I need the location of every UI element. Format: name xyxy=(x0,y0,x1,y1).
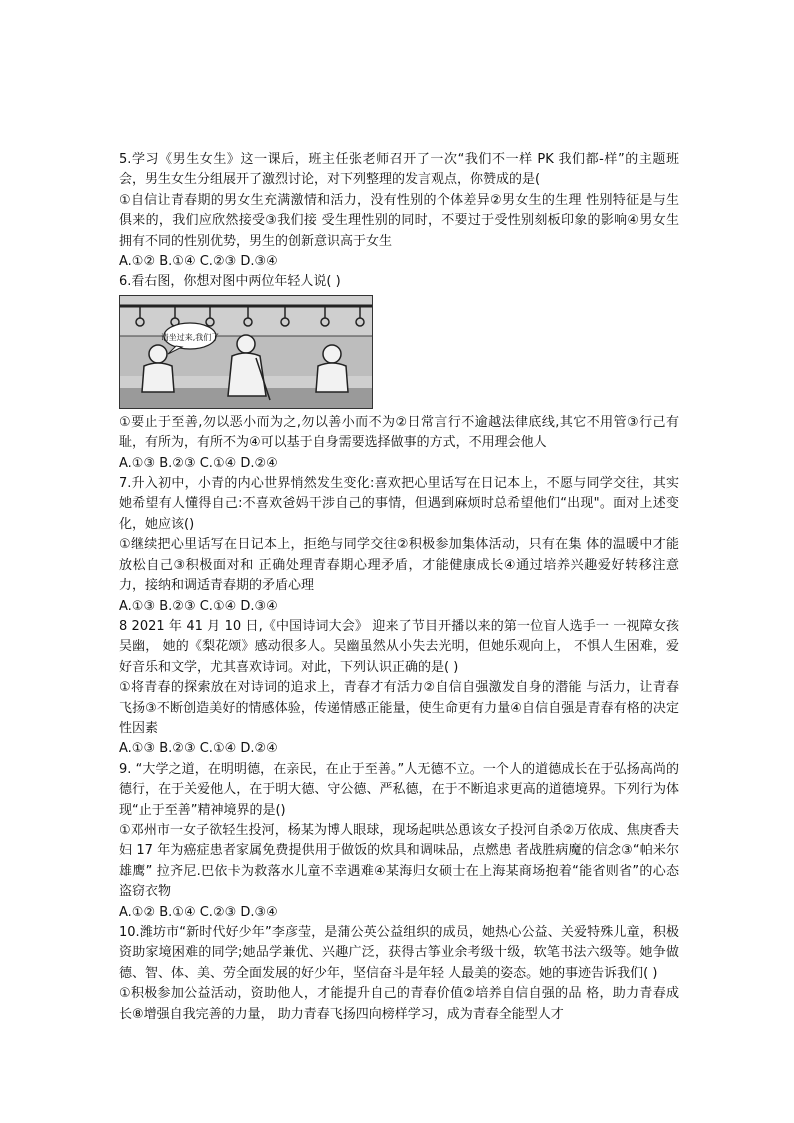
question-options: A.①② B.①④ C.②③ D.③④ xyxy=(119,904,278,920)
cartoon-figure xyxy=(119,295,373,409)
question-5 xyxy=(119,150,679,272)
question-statements: ①邓州市一女子欲轻生投河，杨某为博人眼球，现场起哄怂恿该女子投河自杀②万依成、焦庚香夫妇 17 年为癌症患者家属免费提供用于做饭的炊具和调味品，点燃患 者战胜病魔的信念③“帕米尔雄鹰” 拉齐尼.巴依卡为救落水儿童不幸遇难④某海归女硕士在上海某商场抱着“能省则省”的心态盗窃衣物 xyxy=(119,822,679,900)
question-stem: 6.看右图，你想对图中两位年轻人说( ) xyxy=(119,274,341,290)
question-stem: 10.潍坊市“新时代好少年”李彦莹，是蒲公英公益组织的成员，她热心公益、关爱特殊儿童，积极资助家境困难的同学;她品学兼优、兴趣广泛，获得古筝业余考级十级，软笔书法六级等。她争做德、智、体、美、劳全面发展的好少年，坚信奋斗是年轻 人最美的姿态。她的事迹告诉我们( ) xyxy=(119,925,679,981)
question-options: A.①③ B.②③ C.①④ D.②④ xyxy=(119,741,278,757)
question-statements: ①要止于至善,勿以恶小而为之,勿以善小而不为②日常言行不逾越法律底线,其它不用管③行己有耻，有所为，有所不为④可以基于自身需要选择做事的方式，不用理会他人 xyxy=(119,414,679,451)
question-6 xyxy=(119,272,679,474)
question-options: A.①③ B.②③ C.①④ D.③④ xyxy=(119,598,278,614)
question-statements: ①继续把心里话写在日记本上，拒绝与同学交往②积极参加集体活动，只有在集 体的温暖中才能放松自己③积极面对和 正确处理青春期心理矛盾，才能健康成长④通过培养兴趣爱好转移注意力，接纳和调适青春期的矛盾心理 xyxy=(119,537,679,594)
question-statements: ①自信让青春期的男女生充满激情和活力，没有性别的个体差异②男女生的生理 性别特征是与生俱来的，我们应欣然接受③我们接 受生理性别的同时，不要过于受性别刻板印象的影响④男女生拥有不同的性别优势，男生的创新意识高于女生 xyxy=(119,192,679,249)
question-stem: 7.升入初中，小青的内心世界悄然发生变化:喜欢把心里话写在日记本上，不愿与同学交往，其实她希望有人懂得自己:不喜欢爸妈干涉自己的事情，但遇到麻烦时总希望他们“出现"。面对上述变化，她应该() xyxy=(119,476,679,532)
question-9 xyxy=(119,760,679,923)
question-10 xyxy=(119,923,679,1025)
question-statements: ①将青春的探索放在对诗词的追求上，青春才有活力②自信自强激发自身的潜能 与活力，让青春飞扬③不断创造美好的情感体验，传递情感正能量，使生命更有力量④自信自强是青春有格的决定性因素 xyxy=(119,680,679,736)
question-7 xyxy=(119,474,679,617)
bus-cartoon-illustration xyxy=(120,296,372,408)
question-stem: 9. “大学之道，在明明德，在亲民，在止于至善。”人无德不立。一个人的道德成长在于弘扬高尚的德行，在于关爱他人，在于明大德、守公德、严私德，在于不断追求更高的道德境界。下列行为体现“止于至善”精神境界的是() xyxy=(119,761,679,818)
question-stem: 8 2021 年 41 月 10 日,《中国诗词大会》 迎来了节目开播以来的第一位盲人选手一 一视障女孩吴幽， 她的《梨花颂》感动很多人。吴幽虽然从小失去光明，但她乐观向上， 不惧人生困难，爱好音乐和文学，尤其喜欢诗词。对此，下列认识正确的是( ) xyxy=(119,618,679,675)
question-8 xyxy=(119,617,679,760)
document-page xyxy=(119,150,679,1025)
question-options: A.①③ B.②③ C.①④ D.②④ xyxy=(119,455,278,471)
question-statements: ①积极参加公益活动，资助他人，才能提升自己的青春价值②培养自信自强的品 格，助力青春成长⑧增强自我完善的力量， 助力青春飞扬四向榜样学习，成为青春全能型人才 xyxy=(119,986,679,1022)
question-stem: 5.学习《男生女生》这一课后，班主任张老师召开了一次“我们不一样 PK 我们都-样”的主题班会，男生女生分组展开了激烈讨论，对下列整理的发言观点，你赞成的是( xyxy=(119,152,679,188)
question-options: A.①② B.①④ C.②③ D.③④ xyxy=(119,254,278,270)
speech-bubble-text: 请坐过来,我们了 xyxy=(160,332,220,342)
